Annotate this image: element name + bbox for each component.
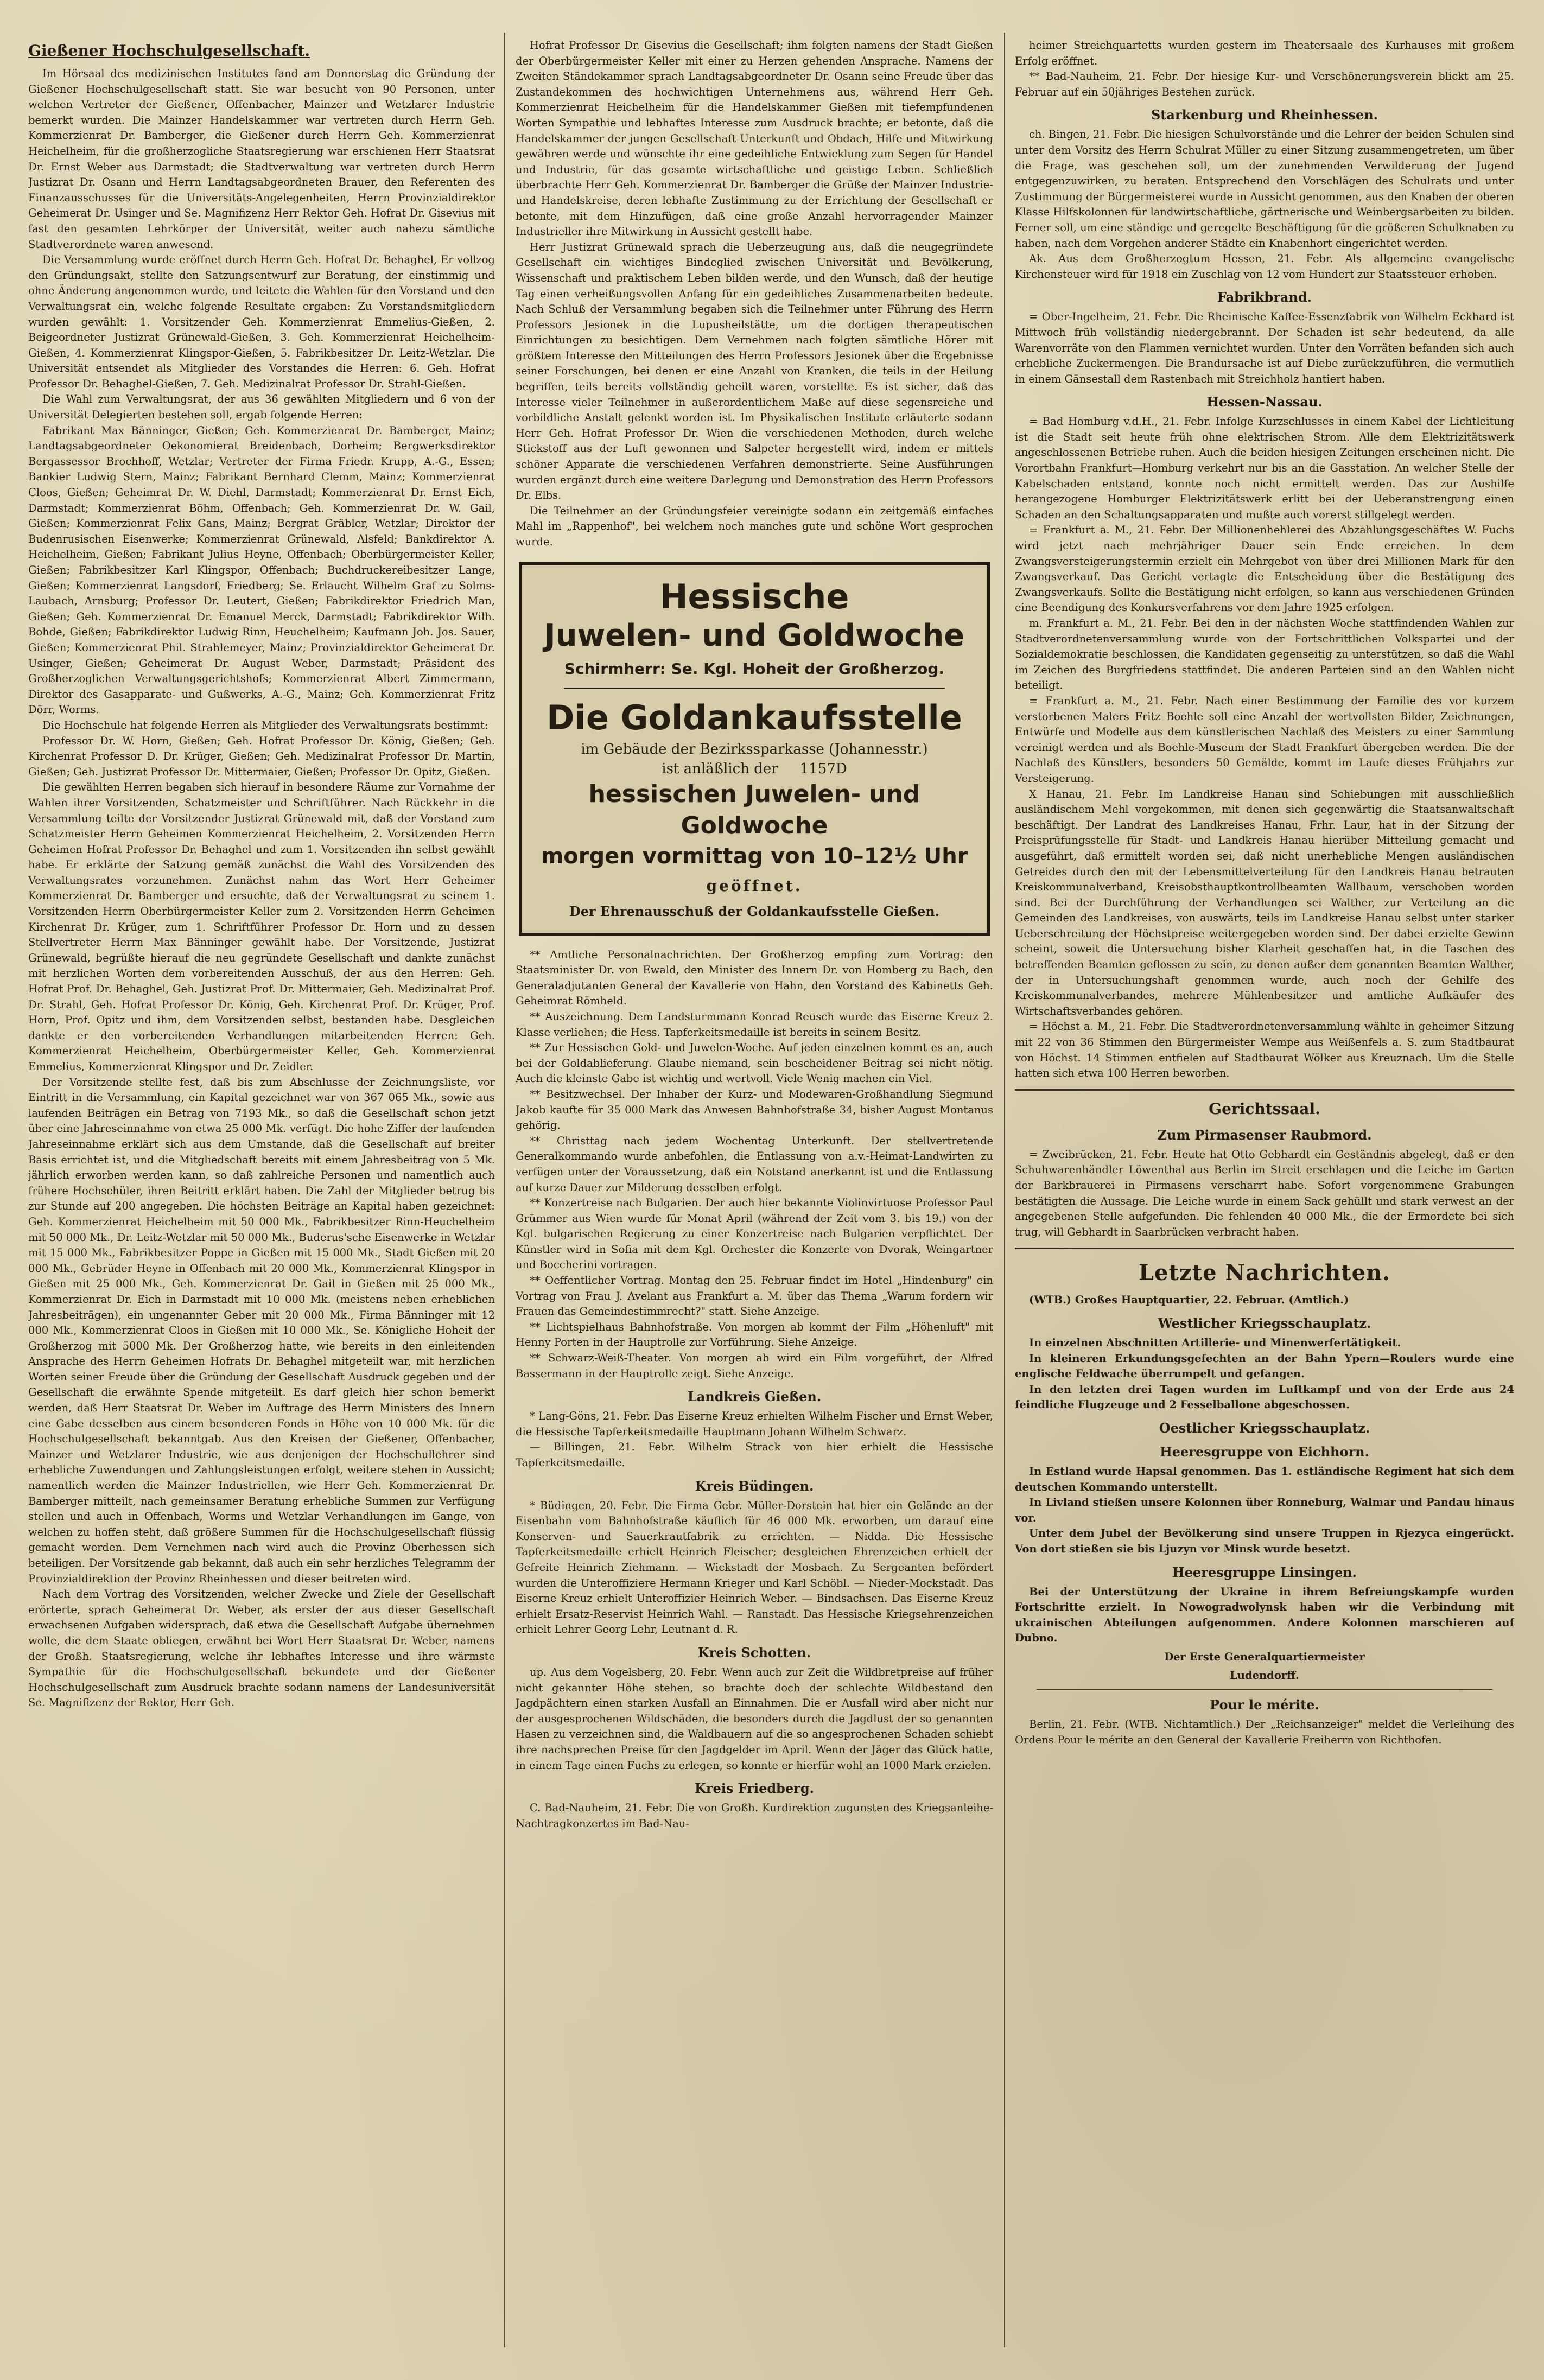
- article-title: Gießener Hochschulgesellschaft.: [28, 42, 310, 60]
- paragraph: ** Besitzwechsel. Der Inhaber der Kurz- und Modewaren-Großhandlung Siegmund Jakob kaufte für 35 000 Mark das Anwesen Bahnhofstraße 34, bisher August Montanus gehörig.: [516, 1087, 993, 1132]
- ad-text: ist anläßlich der: [662, 760, 778, 777]
- section-subheading: Heeresgruppe von Eichhorn.: [1160, 1443, 1369, 1460]
- column-2: [516, 38, 993, 2342]
- paragraph: Berlin, 21. Febr. (WTB. Nichtamtlich.) Der „Reichsanzeiger" meldet die Verleihung des Ordens Pour le mérite an den General der Kavallerie Freiherrn von Richthofen.: [1015, 1718, 1514, 1746]
- ad-headline: Hessische: [659, 576, 849, 616]
- ad-divider: [564, 688, 945, 689]
- section-divider: [1015, 1248, 1514, 1249]
- signature-title: Der Erste Generalquartiermeister: [1164, 1650, 1365, 1663]
- section-heading: Pour le mérite.: [1210, 1697, 1319, 1713]
- paragraph: * Lang-Göns, 21. Febr. Das Eiserne Kreuz erhielten Wilhelm Fischer und Ernst Weber, die Hessische Tapferkeitsmedaille Hauptmann Johann Wilhelm Schwarz.: [516, 1410, 993, 1438]
- paragraph: — Billingen, 21. Febr. Wilhelm Strack von hier erhielt die Hessische Tapferkeitsmedaille.: [516, 1441, 993, 1469]
- ad-committee: Der Ehrenausschuß der Goldankaufsstelle Gießen.: [569, 903, 940, 919]
- section-subheading: Heeresgruppe Linsingen.: [1172, 1564, 1357, 1580]
- paragraph: Die Hochschule hat folgende Herren als Mitglieder des Verwaltungsrats bestimmt:: [42, 718, 488, 731]
- section-heading: Landkreis Gießen.: [687, 1389, 822, 1405]
- ad-text-row: [531, 759, 977, 779]
- paragraph: Bei der Unterstützung der Ukraine in ihrem Befreiungskampfe wurden Fortschritte erzielt. In Nowogradwolynsk haben wir die Verbindung mit ukrainischen Abteilungen aufgenommen. Andere Kolonnen marschieren auf Dubno.: [1015, 1585, 1514, 1645]
- ad-code: 1157D: [799, 760, 847, 777]
- paragraph: m. Frankfurt a. M., 21. Febr. Bei den in der nächsten Woche stattfindenden Wahlen zur Stadtverordnetenversammlung wurde von der Fortschrittlichen Volkspartei und der Sozialdemokratie beschlossen, die Kandidaten gegenseitig zu unterstützen, so daß die Wahl im Zeichen des Burgfriedens stattfindet. Die anderen Parteien sind an den Wahlen nicht beteiligt.: [1015, 617, 1514, 692]
- paragraph: = Höchst a. M., 21. Febr. Die Stadtverordnetenversammlung wählte in geheimer Sitzung mit 22 von 36 Stimmen den Bürgermeister Wempe aus Weißenfels a. S. zum Stadtbaurat von Höchst. 14 Stimmen entfielen auf Stadtbaurat Wölker aus Kreuznach. Um die Stelle hatten sich etwa 100 Herren beworben.: [1015, 1020, 1514, 1080]
- paragraph: ** Bad-Nauheim, 21. Febr. Der hiesige Kur- und Verschönerungsverein blickt am 25. Februar auf ein 50jähriges Bestehen zurück.: [1015, 70, 1514, 98]
- section-heading: Fabrikbrand.: [1217, 289, 1312, 306]
- paragraph: ** Lichtspielhaus Bahnhofstraße. Von morgen ab kommt der Film „Höhenluft" mit Henny Porten in der Hauptrolle zur Vorführung. Siehe Anzeige.: [516, 1320, 993, 1349]
- column-rule: [504, 33, 505, 2347]
- paragraph: ** Zur Hessischen Gold- und Juwelen-Woche. Auf jeden einzelnen kommt es an, auch bei der Goldablieferung. Glaube niemand, sein bescheidener Beitrag sei nicht nötig. Auch die kleinste Gabe ist wichtig und wertvoll. Viele Wenig machen ein Viel.: [516, 1041, 993, 1085]
- paragraph: Im Hörsaal des medizinischen Institutes fand am Donnerstag die Gründung der Gießener Hochschulgesellschaft statt. Sie war besucht von 90 Personen, unter welchen Vertreter der Gießener, Offenbacher, Mainzer und Wetzlarer Industrie bemerkt wurden. Die Mainzer Handelskammer war vertreten durch Herrn Geh. Kommerzienrat Dr. Bamberger, die Gießener durch Herrn Geh. Kommerzienrat Heichelheim, für die großherzogliche Staatsregierung war erschienen Herr Staatsrat Dr. Ernst Weber aus Darmstadt; die Stadtverwaltung war vertreten durch Herrn Justizrat Dr. Osann und Herrn Landtagsabgeordneten Brauer, den Referenten des Finanzausschusses für die Universitäts-Angelegenheiten, Herrn Provinzialdirektor Geheimerat Dr. Usinger und Se. Magnifizenz Herr Rektor Geh. Hofrat Dr. Gisevius mit fast den gesamten Lehrkörper der Universität, weiter auch nahezu sämtliche Stadtverordnete waren anwesend.: [28, 67, 495, 251]
- ad-headline: Juwelen- und Goldwoche: [544, 618, 965, 653]
- section-heading: Starkenburg und Rheinhessen.: [1151, 107, 1378, 123]
- ad-location: im Gebäude der Bezirkssparkasse (Johannesstr.): [581, 741, 928, 758]
- paragraph: In einzelnen Abschnitten Artillerie- und Minenwerfertätigkeit.: [1029, 1336, 1401, 1349]
- paragraph: Professor Dr. W. Horn, Gießen; Geh. Hofrat Professor Dr. König, Gießen; Geh. Kirchenrat Professor D. Dr. Krüger, Gießen; Geh. Medizinalrat Professor Dr. Martin, Gießen; Geh. Justizrat Professor Dr. Mittermaier, Gießen; Professor Dr. Opitz, Gießen.: [28, 734, 495, 778]
- section-divider: [1015, 1089, 1514, 1091]
- paragraph: Unter dem Jubel der Bevölkerung sind unsere Truppen in Rjezyca eingerückt. Von dort stießen sie bis Ljuzyn vor Minsk wurde besetzt.: [1015, 1527, 1514, 1555]
- paragraph: Die Wahl zum Verwaltungsrat, der aus 36 gewählten Mitgliedern und 6 von der Universität Delegierten bestehen soll, ergab folgende Herren:: [28, 393, 495, 422]
- article-body: [28, 66, 495, 1711]
- paragraph: = Frankfurt a. M., 21. Febr. Nach einer Bestimmung der Familie des vor kurzem verstorbenen Malers Fritz Boehle soll eine Anzahl der wertvollsten Bilder, Zeichnungen, Entwürfe und Modelle aus dem künstlerischen Nachlaß des Meisters zu einer Sammlung vereinigt werden und als Boehle-Museum der Stadt Frankfurt übergeben werden. Die der Nachlaß des Künstlers, besonders 50 Gemälde, kommt im Laufe dieses Frühjahrs zur Versteigerung.: [1015, 694, 1514, 785]
- paragraph: Ak. Aus dem Großherzogtum Hessen, 21. Febr. Als allgemeine evangelische Kirchensteuer wird für 1918 ein Zuschlag von 12 vom Hundert zur Staatssteuer erhoben.: [1015, 252, 1514, 281]
- paragraph: X Hanau, 21. Febr. Im Landkreise Hanau sind Schiebungen mit ausschließlich ausländischem Mehl vorgekommen, mit denen sich gegenwärtig die Staatsanwaltschaft beschäftigt. Der Landrat des Landkreises Hanau, Frhr. Laur, hat in der Sitzung der Preisprüfungsstelle für Stadt- und Landkreis Hanau hierüber Mitteilung gemacht und ausgeführt, daß ermittelt worden sei, daß nicht unerhebliche Mengen ausländischen Getreides durch den mit der Lebensmittelverteilung für den Landkreis Hanau betrauten Kreiskommunalverband, Kreisobsthauptkontrollbeamten Wallbaum, verschoben worden sind. Bei der Durchführung der Verhandlungen sei Walther, zur Verteilung an die Gemeinden des Landkreises, von auswärts, teils im Landkreise Hanau selbst unter starker Ueberschreitung der Höchstpreise weitergegeben worden sind. Der dabei erzielte Gewinn scheint, soweit die Untersuchung bisher Klarheit geschaffen hat, in die Taschen des betreffenden Beamten geflossen zu sein, zu denen außer dem genannten Beamten Walther, der in Untersuchungshaft genommen wurde, auch noch der Gehilfe des Kreiskommunalverbandes, mehrere Mühlenbesitzer und amtliche Aufkäufer des Wirtschaftsverbandes gehören.: [1015, 787, 1514, 1017]
- paragraph: heimer Streichquartetts wurden gestern im Theatersaale des Kurhauses mit großem Erfolg eröffnet.: [1015, 39, 1514, 67]
- section-heading: Westlicher Kriegsschauplatz.: [1158, 1315, 1371, 1331]
- paragraph: up. Aus dem Vogelsberg, 20. Febr. Wenn auch zur Zeit die Wildbretpreise auf früher nicht gekannter Höhe stehen, so brachte doch der schlechte Wildbestand den Jagdpächtern einen starken Ausfall an Einnahmen. Die er Ausfall wird aber nicht nur der ausgesprochenen Wildschäden, die besonders durch die Jagdlust der so genannten Hasen zu verzeichnen sind, die Waldbauern auf die so angesprochenen Schaden schiebt ihre nachsprechen Preise für den Jagdgelder im April. Wenn der Jäger das Glück hatte, in einem Tage einen Fuchs zu erlegen, so konnte er hierfür wohl an 1000 Mark erzielen.: [516, 1665, 993, 1772]
- paragraph: Der Vorsitzende stellte fest, daß bis zum Abschlusse der Zeichnungsliste, vor Eintritt in die Versammlung, ein Kapital gezeichnet war von 367 065 Mk., sowie aus laufenden Beiträgen ein Betrag von 7193 Mk., so daß die Gesellschaft schon jetzt über eine Jahreseinnahme von etwa 25 000 Mk. verfügt. Die hohe Ziffer der laufenden Jahreseinnahme erklärt sich aus dem Umstande, daß die Gesellschaft auf breiter Basis errichtet ist, und die Mitgliedschaft bereits mit einem Jahresbeitrag von 5 Mk. jährlich erworben werden kann, so daß zahlreiche Personen und namentlich auch frühere Hochschüler, ihren Beitritt erklärt haben. Die Zahl der Mitglieder betrug bis zur Stunde auf 200 angegeben. Die höchsten Beiträge an Kapital haben gezeichnet: Geh. Kommerzienrat Heichelheim mit 50 000 Mk., Fabrikbesitzer Rinn-Heuchelheim mit 50 000 Mk., Dr. Leitz-Wetzlar mit 50 000 Mk., Buderus'sche Eisenwerke in Wetzlar mit 15 000 Mk., Fabrikbesitzer Poppe in Gießen mit 15 000 Mk., Stadt Gießen mit 20 000 Mk., Gebrüder Heyne in Offenbach mit 20 000 Mk., Kommerzienrat Klingspor in Gießen mit 25 000 Mk., Geh. Kommerzienrat Dr. Gail in Gießen mit 25 000 Mk., Kommerzienrat Dr. Eich in Darmstadt mit 10 000 Mk. (meistens neben erheblichen Jahresbeiträgen), ein ungenannter Geber mit 20 000 Mk., Firma Bänninger mit 12 000 Mk., Kommerzienrat Cloos in Gießen mit 10 000 Mk., Se. Königliche Hoheit der Großherzog mit 5000 Mk. Der Großherzog hatte, wie bereits in den einleitenden Ansprache des Herrn Geheimen Hofrats Dr. Behaghel mitgeteilt war, mit herzlichen Worten seiner Freude über die Gründung der Gesellschaft Ausdruck gegeben und der Gesellschaft die erwähnte Spende mitgeteilt. Es darf gleich hier schon bemerkt werden, daß Herr Staatsrat Dr. Weber im Auftrage des Herrn Ministers des Innern eine Gabe desselben aus einem besonderen Fonds in Höhe von 10 000 Mk. für die Hochschulgesellschaft bekanntgab. Aus den Kreisen der Gießener, Offenbacher, Mainzer und Wetzlarer Industrie, wie aus denjenigen der Hochschullehrer sind erhebliche Zuwendungen und Zahlungsleistungen erfolgt, weitere stehen in Aussicht; namentlich werden die Mainzer Industriellen, wie Herr Geh. Kommerzienrat Dr. Bamberger mitteilt, nach gemeinsamer Beratung erhebliche Summen zur Verfügung stellen und auch in Offenbach, Worms und Wetzlar Verhandlungen im Gange, von welchen zu hoffen steht, daß größere Summen für die Hochschulgesellschaft flüssig gemacht werden. Dem Vernehmen nach wird auch die Provinz Oberhessen sich beteiligen. Der Vorsitzende gab bekannt, daß auch ein sehr herzliches Telegramm der Provinzialdirektion der Provinz Rheinhessen und dieser beitreten wird.: [28, 1076, 495, 1585]
- section-heading: Kreis Friedberg.: [694, 1780, 815, 1797]
- paragraph: = Zweibrücken, 21. Febr. Heute hat Otto Gebhardt ein Geständnis abgelegt, daß er den Schuhwarenhändler Löwenthal aus Berlin im Streit erschlagen und die Leiche im Garten der Barkbrauerei in Pirmasens verscharrt habe. Sofort vorgenommene Grabungen bestätigten die Aussage. Die Leiche wurde in einem Sack gehüllt und stark verwest an der angegebenen Stelle aufgefunden. Die fehlenden 40 000 Mk., die der Ermordete bei sich trug, will Gebhardt in Saarbrücken verbracht haben.: [1015, 1148, 1514, 1238]
- column-rule: [1004, 33, 1005, 2347]
- paragraph: ** Christtag nach jedem Wochentag Unterkunft. Der stellvertretende Generalkommando wurde anbefohlen, die Entlassung von a.v.-Heimat-Landwirten zu verfügen unter der Voraussetzung, daß ein Notstand anerkannt ist und die Entlassung auf kurze Dauer zur Milderung desselben erfolgt.: [516, 1134, 993, 1194]
- paragraph: Hofrat Professor Dr. Gisevius die Gesellschaft; ihm folgten namens der Stadt Gießen der Oberbürgermeister Keller mit einer zu Herzen gehenden Ansprache. Namens der Zweiten Ständekammer sprach Landtagsabgeordneter Dr. Osann seine Freude über das Zustandekommen des hochwichtigen Unternehmens aus, während Herr Geh. Kommerzienrat Heichelheim für die Handelskammer Gießen mit tiefempfundenen Worten Sympathie und lebhaftes Interesse zum Ausdruck brachte; er betonte, daß die Handelskammer der jungen Gesellschaft Unterkunft und Obdach, Hilfe und Mitwirkung gewähren werde und wünschte ihr eine gedeihliche Entwicklung zum Segen für Handel und Industrie, für das gesamte wirtschaftliche und geistige Leben. Schließlich überbrachte Herr Geh. Kommerzienrat Dr. Bamberger die Grüße der Mainzer Industrie- und Handelskreise, deren lebhafte Zustimmung zu der Errichtung der Gesellschaft er betonte, mit dem Hinzufügen, daß eine große Anzahl hervorragender Mainzer Industrieller ihre Mitwirkung in Aussicht gestellt habe.: [516, 39, 993, 238]
- ad-event: hessischen Juwelen- und Goldwoche: [588, 780, 920, 839]
- advertisement-goldankauf: [519, 562, 990, 936]
- ad-title: Die Goldankaufsstelle: [547, 697, 962, 737]
- paragraph: In Livland stießen unsere Kolonnen über Ronneburg, Walmar und Pandau hinaus vor.: [1015, 1496, 1514, 1524]
- paragraph: = Frankfurt a. M., 21. Febr. Der Millionenhehlerei des Abzahlungsgeschäftes W. Fuchs wird jetzt nach mehrjähriger Dauer sein Ende erreichen. In dem Zwangsversteigerungstermin erzielt ein Mehrgebot von über drei Millionen Mark für den Zwangsverkauf. Das Gericht vertagte die Entscheidung über die Bestätigung des Zwangsverkaufs. Sollte die Bestätigung nicht erfolgen, so kann aus verschiedenen Gründen eine Beendigung des Konkursverfahrens vor dem Jahre 1925 erfolgen.: [1015, 524, 1514, 614]
- divider: [1037, 1689, 1492, 1690]
- signature-name: Ludendorff.: [1230, 1669, 1299, 1682]
- section-heading: Kreis Schotten.: [697, 1644, 811, 1660]
- paragraph: Nach dem Vortrag des Vorsitzenden, welcher Zwecke und Ziele der Gesellschaft erörterte, sprach Geheimerat Dr. Weber, als erster der aus dieser Gesellschaft erwachsenen Aufgaben widersprach, daß etwa die Gesellschaft Aufgabe übernehmen wolle, die dem Staate obliegen, erwähnt bei Wort Herr Staatsrat Dr. Weber, namens der Großh. Staatsregierung, welche ihr lebhaftes Interesse und ihre wärmste Sympathie für die Hochschulgesellschaft bekundete und der Gießener Hochschulgesellschaft zum Ausdruck brachte sodann namens der Landesuniversität Se. Magnifizenz der Rektor, Herr Geh.: [28, 1588, 495, 1709]
- column-3: [1015, 38, 1514, 2342]
- ad-hours: morgen vormittag von 10–12½ Uhr: [541, 843, 968, 869]
- section-heading: Zum Pirmasenser Raubmord.: [1157, 1127, 1372, 1143]
- paragraph: In kleineren Erkundungsgefechten an der Bahn Ypern—Roulers wurde eine englische Feldwache überrumpelt und gefangen.: [1015, 1352, 1514, 1380]
- paragraph: ** Auszeichnung. Dem Landsturmmann Konrad Reusch wurde das Eiserne Kreuz 2. Klasse verliehen; die Hess. Tapferkeitsmedaille ist bereits in seinem Besitz.: [516, 1010, 993, 1039]
- paragraph: In Estland wurde Hapsal genommen. Das 1. estländische Regiment hat sich dem deutschen Kommando unterstellt.: [1015, 1465, 1514, 1493]
- paragraph: ** Oeffentlicher Vortrag. Montag den 25. Februar findet im Hotel „Hindenburg" ein Vortrag von Frau J. Avelant aus Frankfurt a. M. über das Thema „Warum fordern wir Frauen das Gemeindestimmrecht?" statt. Siehe Anzeige.: [516, 1274, 993, 1318]
- section-heading: Oestlicher Kriegsschauplatz.: [1159, 1420, 1370, 1436]
- section-heading: Kreis Büdingen.: [695, 1478, 814, 1494]
- paragraph: Fabrikant Max Bänninger, Gießen; Geh. Kommerzienrat Dr. Bamberger, Mainz; Landtagsabgeordneter Oekonomierat Breidenbach, Dorheim; Bergwerksdirektor Bergassessor Brochhoff, Wetzlar; Vertreter der Firma Friedr. Krupp, A.-G., Essen; Bankier Ludwig Stern, Mainz; Fabrikant Bernhard Clemm, Mainz; Kommerzienrat Cloos, Gießen; Geheimrat Dr. W. Diehl, Darmstadt; Kommerzienrat Dr. Ernst Eich, Darmstadt; Kommerzienrat Böhm, Offenbach; Geh. Kommerzienrat Dr. W. Gail, Gießen; Kommerzienrat Felix Gans, Mainz; Bergrat Gräbler, Wetzlar; Direktor der Budenrusischen Eisenwerke; Kommerzienrat Grünewald, Alsfeld; Bankdirektor A. Heichelheim, Gießen; Fabrikant Julius Heyne, Offenbach; Oberbürgermeister Keller, Gießen; Fabrikbesitzer Karl Klingspor, Offenbach; Buchdruckereibesitzer Lange, Gießen; Kommerzienrat Langsdorf, Friedberg; Se. Erlaucht Wilhelm Graf zu Solms-Laubach, Arnsburg; Professor Dr. Leutert, Gießen; Fabrikdirektor Friedrich Man, Gießen; Geh. Kommerzienrat Dr. Emanuel Merck, Darmstadt; Fabrikdirektor Wilh. Bohde, Gießen; Fabrikdirektor Ludwig Rinn, Heuchelheim; Kaufmann Joh. Jos. Sauer, Gießen; Kommerzienrat Phil. Strahlemeyer, Mainz; Provinzialdirektor Geheimerat Dr. Usinger, Gießen; Geheimerat Dr. August Weber, Darmstadt; Präsident des Großherzoglichen Verwaltungsgerichtshofs; Kommerzienrat Albert Zimmermann, Direktor des Gasapparate- und Gußwerks, A.-G., Mainz; Geh. Kommerzienrat Fritz Dörr, Worms.: [28, 424, 495, 716]
- paragraph: Die Teilnehmer an der Gründungsfeier vereinigte sodann ein zeitgemäß einfaches Mahl im „Rappenhof", bei welchem noch manches gute und schöne Wort gesprochen wurde.: [516, 504, 993, 548]
- paragraph: ** Amtliche Personalnachrichten. Der Großherzog empfing zum Vortrag: den Staatsminister Dr. von Ewald, den Minister des Innern Dr. von Homberg zu Bach, den Generaladjutanten General der Kavallerie von Hahn, den Vorstand des Kabinetts Geh. Geheimrat Römheld.: [516, 948, 993, 1008]
- paragraph: ** Konzertreise nach Bulgarien. Der auch hier bekannte Violinvirtuose Professor Paul Grümmer aus Wien wurde für Monat April (während der Zeit vom 3. bis 19.) von der Kgl. bulgarischen Regierung zu einer Konzertreise nach Bulgarien verpflichtet. Der Künstler wird in Sofia mit dem Kgl. Orchester die Konzerte von Dvorak, Weingartner und Boccherini vortragen.: [516, 1197, 993, 1271]
- paragraph: In den letzten drei Tagen wurden im Luftkampf und von der Erde aus 24 feindliche Flugzeuge und 2 Fesselballone abgeschossen.: [1015, 1383, 1514, 1411]
- paragraph: = Bad Homburg v.d.H., 21. Febr. Infolge Kurzschlusses in einem Kabel der Lichtleitung ist die Stadt seit heute früh ohne elektrischen Strom. Alle dem Elektrizitätswerk angeschlossenen Betriebe ruhen. Auch die beiden hiesigen Zeitungen erscheinen nicht. Die Vorortbahn Frankfurt—Homburg verkehrt nur bis an die Gasstation. An welcher Stelle der Kabelschaden entstand, konnte noch nicht ermittelt werden. Das zur Aushilfe herangezogene Homburger Elektrizitätswerk erlitt bei der Ueberanstrengung einen Schaden an den Schaltungsapparaten und mußte auch vorerst stillgelegt werden.: [1015, 415, 1514, 521]
- paragraph: Herr Justizrat Grünewald sprach die Ueberzeugung aus, daß die neugegründete Gesellschaft ein wichtiges Bindeglied zwischen Universität und Bevölkerung, Wissenschaft und praktischem Leben bilden werde, und den Wunsch, daß der heutige Tag einen verheißungsvollen Anfang für ein gedeihliches Zusammenarbeiten bedeute. Nach Schluß der Versammlung begaben sich die Teilnehmer unter Führung des Herrn Professors Jesionek in die Lupusheilstätte, um die dortigen therapeutischen Einrichtungen zu besichtigen. Dem Vernehmen nach folgten sämtliche Hörer mit größtem Interesse den Mitteilungen des Herrn Professors Jesionek über die Ergebnisse seiner Forschungen, bei denen er eine Anzahl von Kranken, die teils in der Heilung begriffen, teils bereits vollständig geheilt waren, vorstellte. Es ist sicher, daß das Interesse vieler Teilnehmer in außerordentlichem Maße auf diese segensreiche und vorbildliche Anstalt gelenkt worden ist. Im Physikalischen Institute erläuterte sodann Herr Geh. Hofrat Professor Dr. Wien die verschiedenen Methoden, durch welche Stickstoff aus der Luft gewonnen und Salpeter hergestellt wird, indem er mittels schöner Apparate die verschiedenen Verfahren demonstrierte. Seine Ausführungen wurden ergänzt durch eine weitere Darlegung und Demonstration des Herrn Professors Dr. Elbs.: [516, 240, 993, 502]
- paragraph: = Ober-Ingelheim, 21. Febr. Die Rheinische Kaffee-Essenzfabrik von Wilhelm Eckhard ist Mittwoch früh vollständig niedergebrannt. Der Schaden ist sehr bedeutend, da alle Warenvorräte von den Flammen vernichtet wurden. Unter den Vorräten befanden sich auch erhebliche Zuckermengen. Die Brandursache ist auf Diebe zurückzuführen, die vermutlich in einem Gänsestall dem Rastenbach mit Streichholz hantiert haben.: [1015, 310, 1514, 385]
- section-heading: Hessen-Nassau.: [1206, 394, 1323, 410]
- ad-patron: Schirmherr: Se. Kgl. Hoheit der Großherzog.: [564, 659, 945, 678]
- ad-open: geöffnet.: [706, 876, 803, 895]
- paragraph: (WTB.) Großes Hauptquartier, 22. Februar. (Amtlich.): [1029, 1294, 1349, 1307]
- paragraph: ch. Bingen, 21. Febr. Die hiesigen Schulvorstände und die Lehrer der beiden Schulen sind unter dem Vorsitz des Herrn Schulrat Müller zu einer Sitzung zusammengetreten, um über die Frage, was geschehen soll, um der zunehmenden Verwilderung der Jugend entgegenzuwirken, zu beraten. Entsprechend den Vorschlägen des Schulrats und unter Zustimmung der Bürgermeisterei wurde in Aussicht genommen, aus den Knaben der oberen Klasse Hilfskolonnen für landwirtschaftliche, gärtnerische und Weinbergsarbeiten zu bilden. Ferner soll, um eine ständige und geregelte Beschäftigung für die größeren Schulknaben zu haben, nach dem Vorgehen anderer Städte ein Knabenhort eingerichtet werden.: [1015, 128, 1514, 250]
- paragraph: * Büdingen, 20. Febr. Die Firma Gebr. Müller-Dorstein hat hier ein Gelände an der Eisenbahn vom Bahnhofstraße käuflich für 46 000 Mk. erworben, um darauf eine Konserven- und Sauerkrautfabrik zu errichten. — Nidda. Die Hessische Tapferkeitsmedaille erhielt Heinrich Fleischer; desgleichen Ehrenzeichen erhielt der Gefreite Heinrich Ziehmann. — Wickstadt der Mosbach. Zu Sergeanten befördert wurden die Unteroffiziere Hermann Krieger und Karl Schöbl. — Nieder-Mockstadt. Das Eiserne Kreuz erhielt Unteroffizier Heinrich Weber. — Bindsachsen. Das Eiserne Kreuz erhielt Ersatz-Reservist Heinrich Wahl. — Ranstadt. Das Hessische Kriegsehrenzeichen erhielt Lehrer Georg Lehr, Leutnant d. R.: [516, 1499, 993, 1636]
- section-title: Gerichtssaal.: [1209, 1099, 1320, 1118]
- paragraph: Die Versammlung wurde eröffnet durch Herrn Geh. Hofrat Dr. Behaghel, Er vollzog den Gründungsakt, stellte den Satzungsentwurf zur Beratung, der einstimmig und ohne Änderung angenommen wurde, und leitete die Wahlen für den Vorstand und den Verwaltungsrat ein, welche folgende Resultate ergaben: Zu Vorstandsmitgliedern wurden gewählt: 1. Vorsitzender Geh. Kommerzienrat Emmelius-Gießen, 2. Beigeordneter Justizrat Grünewald-Gießen, 3. Geh. Kommerzienrat Heichelheim-Gießen, 4. Kommerzienrat Klingspor-Gießen, 5. Fabrikbesitzer Dr. Leitz-Wetzlar. Die Universität entsendet als Mitglieder des Vorstandes die Herren: 6. Geh. Hofrat Professor Dr. Behaghel-Gießen, 7. Geh. Medizinalrat Professor Dr. Strahl-Gießen.: [28, 253, 495, 390]
- paragraph: C. Bad-Nauheim, 21. Febr. Die von Großh. Kurdirektion zugunsten des Kriegsanleihe-Nachtragkonzertes im Bad-Nau-: [516, 1802, 993, 1830]
- paragraph: Die gewählten Herren begaben sich hierauf in besondere Räume zur Vornahme der Wahlen ihrer Vorsitzenden, Schatzmeister und Schriftführer. Nach Rückkehr in die Versammlung teilte der Vorsitzender Justizrat Grünewald mit, daß der Vorstand zum Schatzmeister Herrn Geheimen Kommerzienrat Heichelheim, 2. Vorsitzenden Herrn Geheimen Hofrat Professor Dr. Behaghel und zum 1. Vorsitzenden ihn selbst gewählt habe. Er erklärte der Satzung gemäß zunächst die Wahl des Vorsitzenden des Verwaltungsrates vorzunehmen. Zunächst nahm das Wort Herr Geheimer Kommerzienrat Dr. Bamberger und ersuchte, daß der Verwaltungsrat zu seinem 1. Vorsitzenden Herrn Oberbürgermeister Keller zum 2. Vorsitzenden Herrn Geheimen Kirchenrat Dr. Krüger, zum 1. Schriftführer Professor Dr. Horn und zu dessen Stellvertreter Herrn Max Bänninger gewählt habe. Der Vorsitzende, Justizrat Grünewald, begrüßte hierauf die neu gegründete Gesellschaft und dankte zunächst mit herzlichen Worten dem vorbereitenden Ausschuß, der aus den Herren: Geh. Hofrat Prof. Dr. Behaghel, Geh. Justizrat Prof. Dr. Mittermaier, Geh. Medizinalrat Prof. Dr. Strahl, Geh. Hofrat Professor Dr. König, Geh. Kirchenrat Prof. Dr. Krüger, Prof. Horn, Prof. Opitz und ihm, dem Vorsitzenden selbst, bestanden habe. Desgleichen dankte er den vorbereitenden Verhandlungen mitarbeitenden Herren: Geh. Kommerzienrat Heichelheim, Oberbürgermeister Keller, Geh. Kommerzienrat Emmelius, Kommerzienrat Klingspor und Dr. Zeidler.: [28, 781, 495, 1073]
- paragraph: ** Schwarz-Weiß-Theater. Von morgen ab wird ein Film vorgeführt, der Alfred Bassermann in der Hauptrolle zeigt. Siehe Anzeige.: [516, 1352, 993, 1380]
- section-title: Letzte Nachrichten.: [1138, 1260, 1391, 1286]
- column-1: [28, 38, 495, 2342]
